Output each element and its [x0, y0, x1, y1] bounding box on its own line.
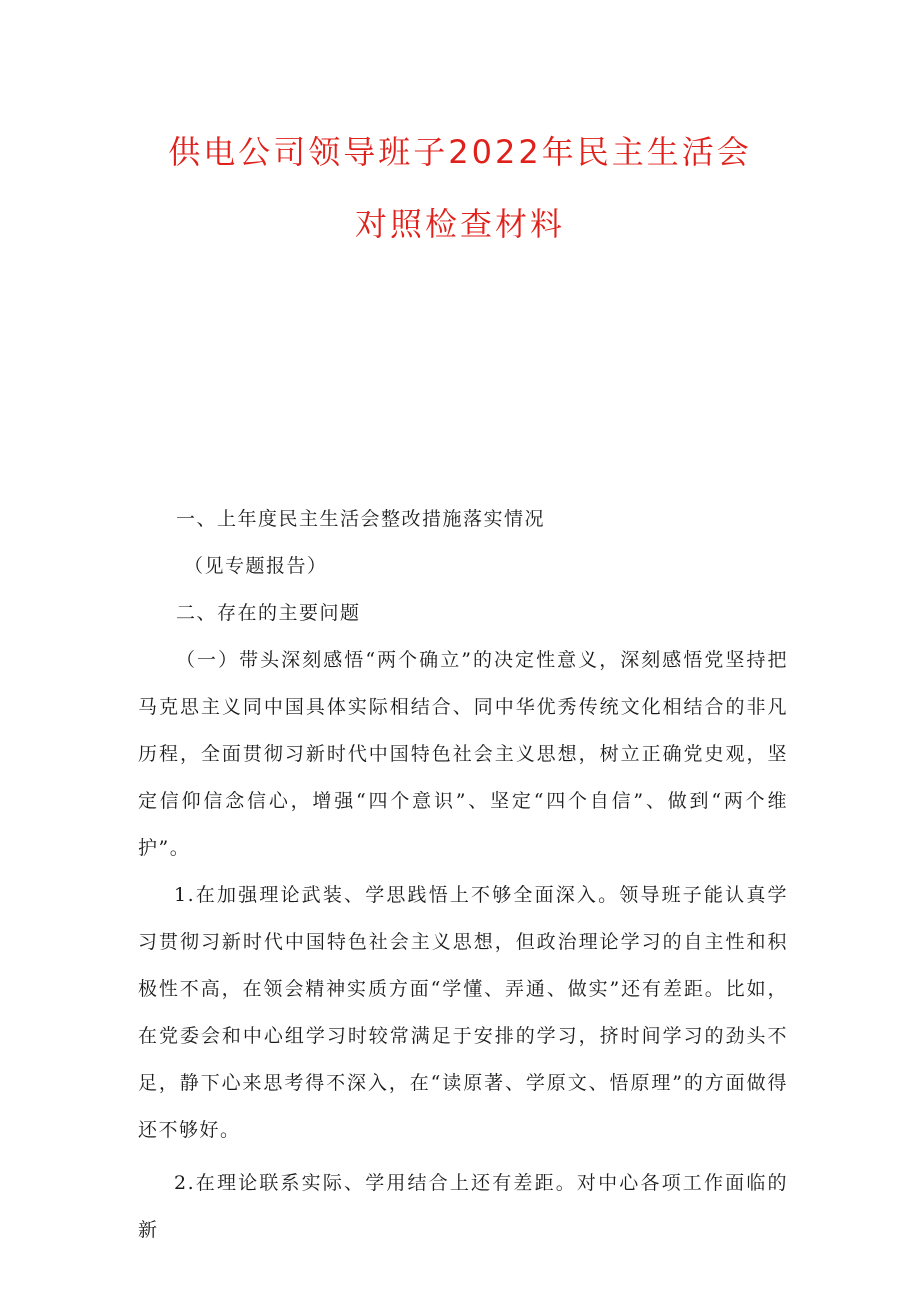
item-2-paragraph: 2.在理论联系实际、学用结合上还有差距。对中心各项工作面临的新 [138, 1172, 788, 1241]
document-title-line-1: 供电公司领导班子2022年民主生活会 [168, 133, 752, 171]
item-1-paragraph: 1.在加强理论武装、学思践悟上不够全面深入。领导班子能认真学习贯彻习新时代中国特色社会主义思想，但政治理论学习的自主性和积极性不高，在领会精神实质方面“学懂、弄通、做实”还有差距。比如，在党委会和中心组学习时较常满足于安排的学习，挤时间学习的劲头不足，静下心来思考得不深入，在“读原著、学原文、悟原理”的方面做得还不够好。 [138, 884, 788, 1141]
section-2-heading: 二、存在的主要问题 [176, 602, 361, 624]
subsection-1-paragraph: （一）带头深刻感悟“两个确立”的决定性意义，深刻感悟党坚持把马克思主义同中国具体实际相结合、同中华优秀传统文化相结合的非凡历程，全面贯彻习新时代中国特色社会主义思想，树立正确党史观，坚定信仰信念信心，增强“四个意识”、坚定“四个自信”、做到“两个维护”。 [138, 649, 788, 859]
document-body [138, 496, 788, 1254]
document-title-line-2: 对照检查材料 [354, 205, 565, 243]
section-1-note: （见专题报告） [184, 555, 328, 577]
section-1-heading: 一、上年度民主生活会整改措施落实情况 [176, 508, 546, 530]
